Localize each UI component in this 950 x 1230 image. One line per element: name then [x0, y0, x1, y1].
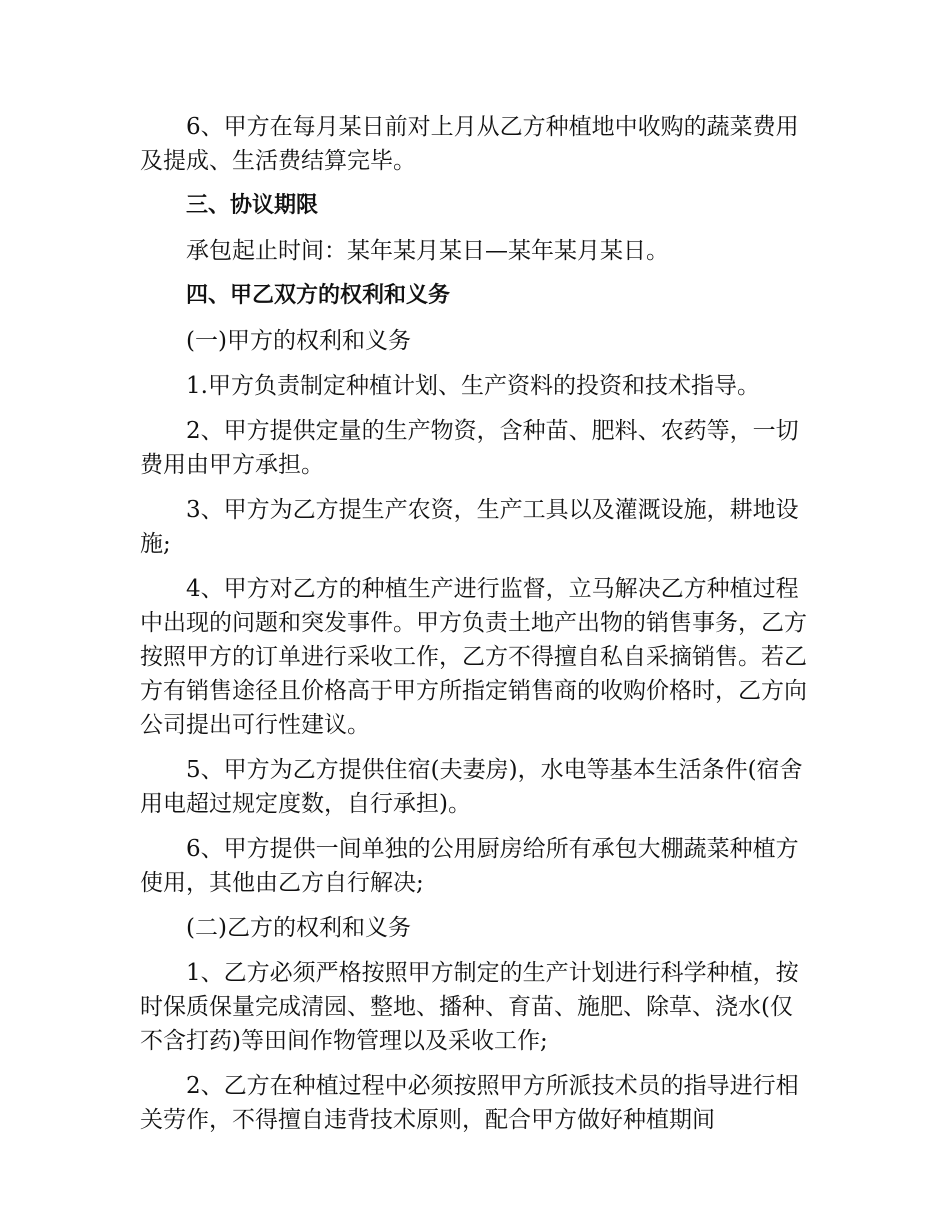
paragraph-a-item-6: 6、甲方提供一间单独的公用厨房给所有承包大棚蔬菜种植方使用，其他由乙方自行解决; — [140, 836, 799, 896]
paragraph-a-item-5: 5、甲方为乙方提供住宿(夫妻房)，水电等基本生活条件(宿舍用电超过规定度数，自行承担)。 — [140, 757, 803, 817]
paragraph-b-item-2: 2、乙方在种植过程中必须按照甲方所派技术员的指导进行相关劳作，不得擅自违背技术原则，配合甲方做好种植期间 — [140, 1073, 799, 1133]
paragraph-a-item-1: 1.甲方负责制定种植计划、生产资料的投资和技术指导。 — [186, 373, 760, 399]
paragraph-a-item-3: 3、甲方为乙方提生产农资，生产工具以及灌溉设施，耕地设施; — [140, 497, 799, 557]
section-heading-agreement-term: 三、协议期限 — [186, 193, 319, 218]
document-body — [140, 110, 812, 1148]
section-heading-rights-obligations: 四、甲乙双方的权利和义务 — [186, 283, 451, 308]
paragraph-a-item-4: 4、甲方对乙方的种植生产进行监督，立马解决乙方种植过程中出现的问题和突发事件。甲方负责土地产出物的销售事务，乙方按照甲方的订单进行采收工作，乙方不得擅自私自采摘销售。若乙方有销售途径且价格高于甲方所指定销售商的收购价格时，乙方向公司提出可行性建议。 — [140, 576, 807, 738]
paragraph-b-item-1: 1、乙方必须严格按照甲方制定的生产计划进行科学种植，按时保质保量完成清园、整地、播种、育苗、施肥、除草、浇水(仅不含打药)等田间作物管理以及采收工作; — [140, 960, 799, 1054]
paragraph-contract-period: 承包起止时间：某年某月某日—某年某月某日。 — [186, 238, 669, 264]
subheading-party-b-rights: (二)乙方的权利和义务 — [186, 915, 411, 941]
paragraph-item-6-settlement: 6、甲方在每月某日前对上月从乙方种植地中收购的蔬菜费用及提成、生活费结算完毕。 — [140, 114, 799, 174]
paragraph-a-item-2: 2、甲方提供定量的生产物资，含种苗、肥料、农药等，一切费用由甲方承担。 — [140, 418, 799, 478]
subheading-party-a-rights: (一)甲方的权利和义务 — [186, 328, 411, 354]
